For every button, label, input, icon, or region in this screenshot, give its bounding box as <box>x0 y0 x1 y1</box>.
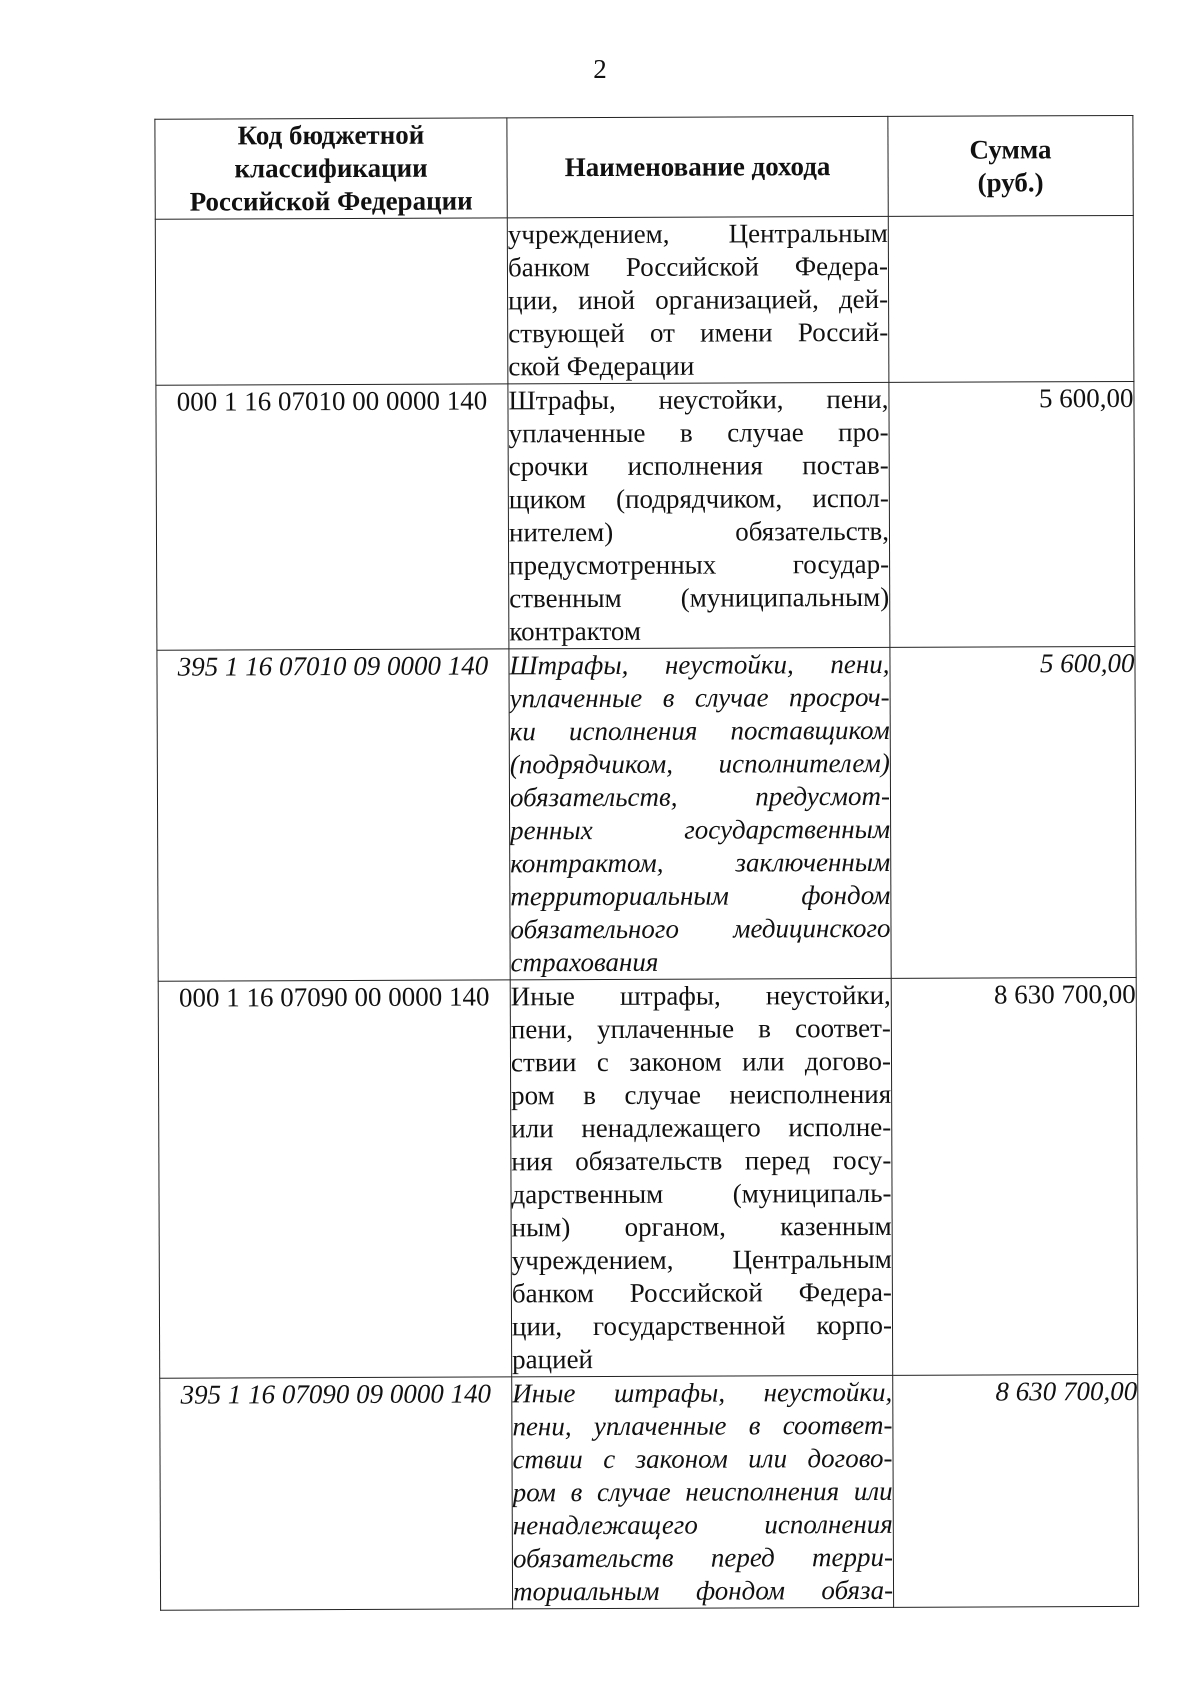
income-name-line: ции, иной организацией, дей- <box>508 283 889 316</box>
income-name-line: учреждением, Центральным <box>507 217 888 250</box>
income-name-line: ным) органом, казенным <box>511 1210 892 1243</box>
income-name-line: срочки исполнения постав- <box>508 449 889 482</box>
row-code <box>155 218 508 385</box>
row-amount <box>888 215 1134 382</box>
table-row <box>157 646 1136 981</box>
income-name-line: Штрафы, неустойки, пени, <box>508 383 889 416</box>
income-name-line: (подрядчиком, исполнителем) <box>509 747 890 780</box>
row-income-name <box>509 647 891 979</box>
income-name-line: нителем) обязательств, <box>508 515 890 548</box>
table-row <box>160 1374 1139 1610</box>
table-header-row <box>155 115 1133 219</box>
header-amount <box>888 115 1133 216</box>
income-name-line: ненадлежащего исполнения <box>512 1508 893 1541</box>
income-name-line: страхования <box>510 946 659 978</box>
income-table <box>154 115 1139 1611</box>
row-amount: 5 600,00 <box>889 381 1135 647</box>
income-name-line: контрактом, заключенным <box>510 846 891 879</box>
income-name-line: пени, уплаченные в соответ- <box>510 1012 891 1045</box>
row-code: 000 1 16 07010 00 0000 140 <box>156 384 509 650</box>
row-income-name <box>507 216 889 383</box>
income-name-line: обязательств, предусмот- <box>509 780 891 813</box>
income-name-line: обязательств перед терри- <box>512 1541 893 1574</box>
income-name-line: предусмотренных государ- <box>509 548 890 581</box>
income-name-line: контрактом <box>509 615 642 647</box>
income-name-line: или ненадлежащего исполне- <box>511 1111 892 1144</box>
row-code: 395 1 16 07010 09 0000 140 <box>157 649 510 981</box>
income-name-line: уплаченные в случае про- <box>508 416 889 449</box>
income-name-line: дарственным (муниципаль- <box>511 1177 892 1210</box>
income-name-line: обязательного медицинского <box>510 912 891 945</box>
income-name-line: Штрафы, неустойки, пени, <box>509 648 890 681</box>
header-name: Наименование дохода <box>507 116 888 217</box>
row-amount: 5 600,00 <box>890 646 1136 978</box>
income-name-line: учреждением, Центральным <box>511 1243 892 1276</box>
header-code <box>155 118 507 219</box>
row-code: 000 1 16 07090 00 0000 140 <box>158 980 512 1378</box>
income-name-line: Иные штрафы, неустойки, <box>512 1376 893 1409</box>
income-name-line: рацией <box>512 1344 594 1375</box>
income-name-line: ствии с законом или догово- <box>510 1045 892 1078</box>
header-amount-line: Сумма <box>969 133 1052 165</box>
row-income-name <box>508 382 890 648</box>
income-name-line: Иные штрафы, неустойки, <box>510 979 891 1012</box>
income-name-line: ренных государственным <box>510 813 891 846</box>
income-name-line: ториальным фондом обяза- <box>512 1574 894 1607</box>
income-name-line: ром в случае неисполнения или <box>512 1475 893 1508</box>
header-code-line: Код бюджетной <box>237 119 425 151</box>
income-name-line: ции, государственной корпо- <box>511 1309 893 1342</box>
income-name-line: уплаченные в случае просроч- <box>509 681 890 714</box>
table-row <box>158 977 1138 1378</box>
row-amount: 8 630 700,00 <box>893 1374 1139 1607</box>
income-name-line: ственным (муниципальным) <box>509 581 890 614</box>
income-name-line: ния обязательств перед госу- <box>511 1144 892 1177</box>
income-name-line: территориальным фондом <box>510 879 891 912</box>
header-code-line: Российской Федерации <box>189 185 473 217</box>
income-name-line: ской Федерации <box>508 350 695 382</box>
income-name-line: ки исполнения поставщиком <box>509 714 890 747</box>
row-income-name <box>510 978 893 1376</box>
row-income-name <box>512 1375 894 1608</box>
income-name-line: пени, уплаченные в соответ- <box>512 1409 893 1442</box>
income-name-line: банком Российской Федера- <box>507 250 889 283</box>
table-row <box>156 381 1135 650</box>
table-row <box>155 215 1134 385</box>
header-amount-line: (руб.) <box>977 166 1044 198</box>
header-code-line: классификации <box>234 152 428 184</box>
table-body <box>155 215 1138 1610</box>
row-code: 395 1 16 07090 09 0000 140 <box>160 1377 513 1610</box>
income-name-line: банком Российской Федера- <box>511 1276 892 1309</box>
income-name-line: ствии с законом или догово- <box>512 1442 893 1475</box>
income-name-line: щиком (подрядчиком, испол- <box>508 482 889 515</box>
income-name-line: ром в случае неисполнения <box>511 1078 892 1111</box>
row-amount: 8 630 700,00 <box>891 977 1138 1375</box>
income-name-line: ствующей от имени Россий- <box>508 316 889 349</box>
page-number: 2 <box>593 54 607 84</box>
